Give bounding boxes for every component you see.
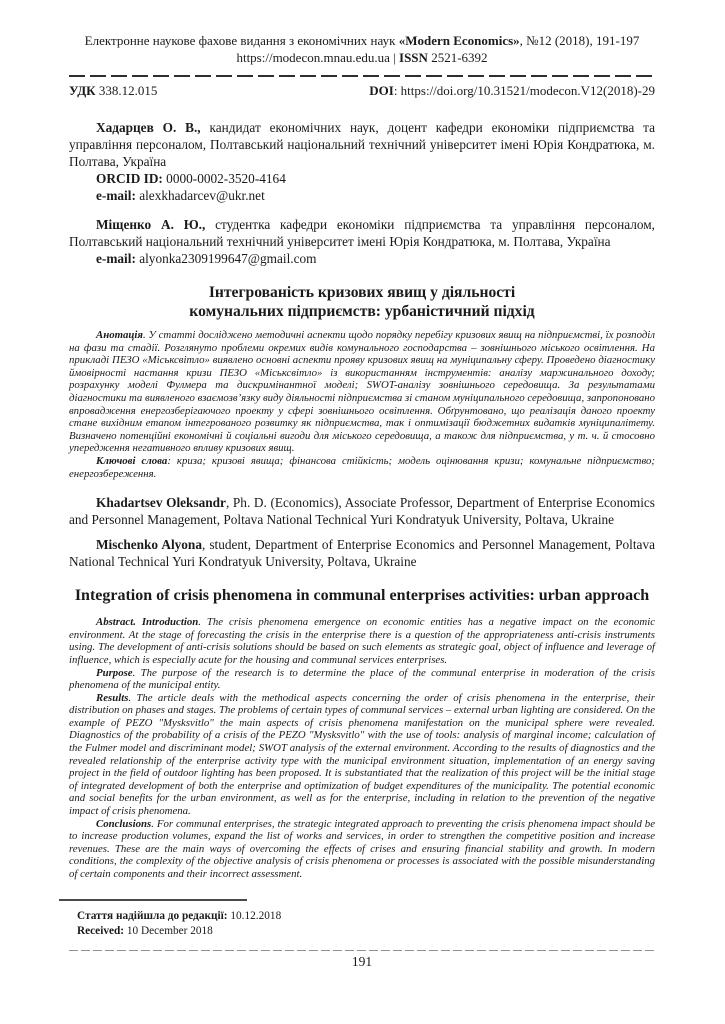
author-ua-1-email [69,187,655,204]
abstract-en-intro-label: Abstract. Introduction [96,616,199,629]
author-ua-1-orcid [69,170,655,187]
received-en-value: 10 December 2018 [124,924,213,937]
journal-header-prefix: Електронне наукове фахове видання з економічних наук [84,33,399,48]
abstract-en-results-label: Results [96,691,129,704]
received-date-ua [69,909,655,924]
abstract-en-conclusions-text: . For communal enterprises, the strategic integrated approach to preventing the crisis phenomena impact should be to increase production volumes, expand the list of works and services, in order to strengthen the competitive position and increase revenues. These are the main ways of overcoming the effects of crises and ensuring financial stability and growth. In modern conditions, the complexity of the objective analysis of crisis phenomena or processes is associated with the possible misunderstanding of certain components and their incorrect assessment. [69,817,655,880]
title-ua-line1: Інтегрованість кризових явищ у діяльності [208,284,516,301]
author-en-1-name: Khadartsev Oleksandr [96,495,226,511]
article-title-en: Integration of crisis phenomena in communal enterprises activities: urban approach [74,587,650,605]
email-value: alexkhadarcev@ukr.net [135,188,265,203]
abstract-ua-text: . У статті досліджено методичні аспекти щодо порядку перебігу кризових явищ на підприємстві, їх розподіл на фази та стадії. Розглянуто проблеми окремих видів комунального господарства – зовнішнього міського освітлення. На прикладі ПЕЗО «Міськсвітло» виявлено основні аспекти прояву кризових явищ на муніципальну сферу. Проведено діагностику ймовірності настання кризи ПЕЗО «Міськсвітло» із використанням інструментів: аналізу маржинального доходу; розрахунку моделі Фулмера та дискримінантної моделі; SWOT-аналізу зовнішнього середовища. За результатами діагностики та виявленого взаємозв’язку виду діяльності підприємства зі станом муніципального середовища, запропоновано впровадження енергозберігаючого проекту у сфері зовнішнього освітлення. Обґрунтовано, що реалізація даного проекту стане вихідним етапом інтегрованого розвитку як підприємства, так і оптимізації бюджетних видатків муніципалітету. Визначено потенційні економічні й соціальні вигоди для міського середовища, а також для підприємства, у т. ч. й стосовно упередження негативного впливу кризових явищ. [69,329,655,455]
issn-value: 2521-6392 [427,50,488,65]
received-en-label: Received: [77,924,125,937]
abstract-en-purpose [69,667,655,692]
email-label: e-mail: [96,188,136,203]
orcid-value: 0000-0002-3520-4164 [162,171,286,186]
abstract-en-introduction [69,616,655,666]
page-number: 191 [351,953,373,969]
email-value: alyonka2309199647@gmail.com [135,251,317,266]
doi [369,82,655,99]
abstract-en-conclusions-label: Conclusions [96,817,152,830]
author-en-2-name: Mischenko Alyona [96,537,202,553]
journal-url: https://modecon.mnau.edu.ua [236,50,390,65]
received-date-en [69,924,655,939]
journal-header-line1 [69,32,655,49]
abstract-ua-label: Анотація [96,329,143,341]
author-ua-2 [69,216,655,250]
author-en-1 [69,494,655,528]
author-ua-1 [69,119,655,170]
author-en-2-affiliation: , student, Department of Enterprise Economics and Personnel Management, Poltava National Technical Yuri Kondratyuk University, Poltava, Ukraine [69,537,655,570]
footnote-rule [59,899,247,901]
udk-value: 338.12.015 [95,83,158,98]
author-ua-1-name: Хадарцев О. В., [96,120,201,135]
journal-name: «Modern Economics» [398,33,520,48]
abstract-en-conclusions [69,818,655,881]
author-ua-2-name: Міщенко А. Ю., [96,217,206,232]
bottom-dashed-rule [69,950,655,951]
received-ua-value: 10.12.2018 [227,909,282,922]
article-title-ua [69,283,655,321]
journal-header-line2 [69,49,655,66]
orcid-label: ORCID ID: [96,171,163,186]
abstract-ua [69,329,655,455]
keywords-ua-text: : криза; кризові явища; фінансова стійкість; модель оцінювання кризи; комунальне підприємство; енергозбереження. [69,454,655,480]
author-en-2 [69,536,655,570]
doi-value: : https://doi.org/10.31521/modecon.V12(2018)-29 [393,83,655,98]
abstract-en-purpose-label: Purpose [96,666,133,679]
abstract-en-intro-text: . The crisis phenomena emergence on economic entities has a negative impact on the economic environment. At the stage of forecasting the crisis in the enterprise there is a question of the appropriateness anti-crisis instruments using. The development of anti-crisis solutions should be based on such elements as strategic goal, object of influence and leverage of influence, which is especially acute for the housing and communal services enterprises. [69,616,655,666]
doi-label: DOI [369,83,394,98]
author-en-1-affiliation: , Ph. D. (Economics), Associate Professor, Department of Enterprise Economics and Personnel Management, Poltava National Technical Yuri Kondratyuk University, Poltava, Ukraine [69,495,655,528]
udk-doi-row [69,82,655,99]
header-separator: | [389,50,400,65]
author-ua-2-affiliation: студентка кафедри економіки підприємства та управління персоналом, Полтавський національний технічний університет імені Юрія Кондратюка, м. Полтава, Україна [69,217,655,249]
email-label: e-mail: [96,251,136,266]
abstract-en-purpose-text: . The purpose of the research is to determine the place of the communal enterprise in moderation of the crisis phenomena of the municipal entity. [69,666,655,692]
author-ua-2-email [69,250,655,267]
keywords-ua-label: Ключові слова [96,454,168,467]
abstract-en-results [69,692,655,818]
udk [69,82,157,99]
author-ua-1-affiliation: кандидат економічних наук, доцент кафедри економіки підприємства та управління персоналом, Полтавський національний технічний університет імені Юрія Кондратюка, м. Полтава, Україна [69,120,655,169]
top-dashed-rule [69,75,655,77]
keywords-ua [69,455,655,480]
abstract-en-results-text: . The article deals with the methodical aspects concerning the order of crisis phenomena in the enterprise, their distribution on phases and stages. The problems of certain types of communal services – external urban lighting are considered. On the example of PEZO "Mysksvitlo" the main aspects of crisis phenomena manifestation on the municipal sphere were revealed. Diagnostics of the probability of a crisis of the PEZO "Mysksvitlo" with the use of tools: analysis of marginal income; calculation of the Fulmer model and discriminant model; SWOT analysis of the external environment. According to the results of diagnostics and the revealed relationship of the enterprise activity type with the municipal environment situation, implementation of an energy saving project in the field of outdoor lighting has been proposed. It is substantiated that the realization of this project will be the initial stage of integrated development of both the enterprise and optimization of budget expenditures of the municipality. The potential economic and social benefits for the urban environment, as well as for the enterprise, including in relation to the prevention of the negative impact of crisis phenomena. [69,691,655,818]
received-ua-label: Стаття надійшла до редакції: [77,909,228,922]
issn-label: ISSN [399,50,428,65]
title-ua-line2: комунальних підприємств: урбаністичний підхід [189,303,535,320]
journal-header-suffix: , №12 (2018), 191-197 [519,33,640,48]
udk-label: УДК [69,83,96,98]
